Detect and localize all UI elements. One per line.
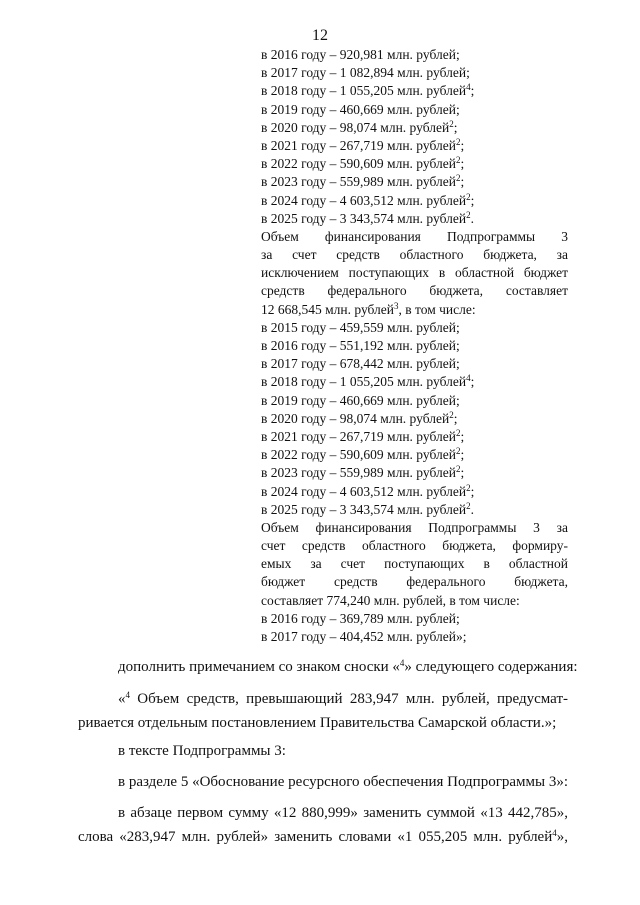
amount-punctuation: ; bbox=[470, 192, 475, 208]
total-amount: 12 668,545 млн. рублей bbox=[261, 301, 395, 317]
amount-text: в 2016 году – 369,789 млн. рублей; bbox=[261, 610, 460, 626]
year-amount-line bbox=[261, 501, 568, 519]
amount-text: в 2022 году – 590,609 млн. рублей bbox=[261, 156, 456, 172]
footnote-mark: 4 bbox=[399, 658, 405, 668]
footnote-mark: 4 bbox=[466, 82, 471, 93]
year-amount-line bbox=[261, 210, 568, 228]
amount-punctuation: ; bbox=[460, 447, 465, 463]
year-amount-line bbox=[261, 192, 568, 210]
amount-text: в 2018 году – 1 055,205 млн. рублей bbox=[261, 374, 467, 390]
amount-text: в 2017 году – 678,442 млн. рублей; bbox=[261, 356, 460, 372]
footnote-intro-text: дополнить примечанием со знаком сноски « bbox=[118, 659, 400, 675]
replace-line-2 bbox=[78, 827, 568, 847]
year-amount-line bbox=[261, 137, 568, 155]
footnote-mark: 2 bbox=[449, 409, 454, 420]
paragraph-line: за счет средств областного бюджета, за bbox=[261, 247, 568, 263]
year-amount-line bbox=[261, 173, 568, 191]
replace-text: слова «283,947 млн. рублей» заменить словами «1 055,205 млн. рублей bbox=[78, 829, 553, 845]
amount-text: в 2016 году – 920,981 млн. рублей; bbox=[261, 47, 460, 62]
amount-text: в 2019 году – 460,669 млн. рублей; bbox=[261, 101, 460, 117]
year-amount-line bbox=[261, 428, 568, 446]
amount-punctuation: ; bbox=[460, 156, 465, 172]
amount-text: в 2024 году – 4 603,512 млн. рублей bbox=[261, 192, 467, 208]
year-amount-line bbox=[261, 446, 568, 464]
footnote-mark: 2 bbox=[466, 209, 471, 220]
section-heading: в разделе 5 «Обоснование ресурсного обеспечения Подпрограммы 3»: bbox=[118, 774, 568, 790]
amount-text: в 2021 году – 267,719 млн. рублей bbox=[261, 428, 456, 444]
financing-paragraph-2 bbox=[261, 519, 568, 610]
in-text-heading: в тексте Подпрограммы 3: bbox=[118, 743, 286, 759]
footnote-mark: 2 bbox=[449, 118, 454, 129]
amount-text: в 2023 году – 559,989 млн. рублей bbox=[261, 465, 456, 481]
footnote-mark: 4 bbox=[552, 828, 557, 838]
amount-text: в 2023 году – 559,989 млн. рублей bbox=[261, 174, 456, 190]
amount-punctuation: ; bbox=[460, 428, 465, 444]
amount-text: в 2024 году – 4 603,512 млн. рублей bbox=[261, 483, 467, 499]
paragraph-line: Объем финансирования Подпрограммы 3 bbox=[261, 228, 568, 244]
year-amount-line bbox=[261, 319, 568, 337]
footnote-intro-text-end: » следующего содержания: bbox=[404, 659, 578, 675]
year-amount-line bbox=[261, 483, 568, 501]
year-amount-line bbox=[261, 119, 568, 137]
amount-text: в 2018 году – 1 055,205 млн. рублей bbox=[261, 83, 467, 99]
year-amount-line bbox=[261, 101, 568, 119]
amount-punctuation: ; bbox=[470, 83, 475, 99]
year-amount-line bbox=[261, 410, 568, 428]
replace-line-1: в абзаце первом сумму «12 880,999» заменить суммой «13 442,785», bbox=[118, 805, 568, 821]
page-number: 12 bbox=[312, 27, 328, 44]
amount-text: в 2016 году – 551,192 млн. рублей; bbox=[261, 338, 460, 353]
year-amount-line bbox=[261, 46, 568, 64]
footnote-mark: 2 bbox=[455, 136, 461, 147]
paragraph-line: бюджет средств федерального бюджета, bbox=[261, 574, 568, 590]
paragraph-line: средств федерального бюджета, составляет bbox=[261, 283, 568, 299]
amount-punctuation: ; bbox=[470, 374, 475, 390]
amount-punctuation: . bbox=[470, 501, 474, 517]
footnote-intro bbox=[78, 657, 578, 677]
paragraph-line bbox=[261, 301, 568, 319]
yearly-amounts-list-1 bbox=[261, 46, 568, 228]
amount-text: в 2017 году – 404,452 млн. рублей»; bbox=[261, 629, 467, 644]
paragraph-line: емых за счет поступающих в областной bbox=[261, 556, 568, 572]
amount-text: в 2020 году – 98,074 млн. рублей bbox=[261, 119, 450, 135]
footnote-mark: 2 bbox=[466, 482, 471, 493]
year-amount-line bbox=[261, 64, 568, 82]
note-text: Объем средств, превышающий 283,947 млн. рублей, предусмат- bbox=[130, 691, 568, 707]
replace-text-end: », bbox=[556, 829, 568, 845]
amount-text: в 2025 году – 3 343,574 млн. рублей bbox=[261, 210, 467, 226]
amount-punctuation: ; bbox=[460, 137, 465, 153]
year-amount-line bbox=[261, 373, 568, 391]
financing-column bbox=[261, 46, 568, 646]
amount-text: в 2019 году – 460,669 млн. рублей; bbox=[261, 392, 460, 408]
amount-text: в 2022 году – 590,609 млн. рублей bbox=[261, 447, 456, 463]
amount-text: в 2017 году – 1 082,894 млн. рублей; bbox=[261, 65, 470, 81]
footnote-mark: 2 bbox=[455, 464, 461, 475]
footnote-mark: 2 bbox=[466, 191, 471, 202]
paragraph-line: исключением поступающих в областной бюджет bbox=[261, 265, 568, 281]
year-amount-line bbox=[261, 464, 568, 482]
year-amount-line bbox=[261, 355, 568, 373]
financing-paragraph-1 bbox=[261, 228, 568, 319]
footnote-mark: 2 bbox=[455, 155, 461, 166]
paragraph-line: счет средств областного бюджета, формиру- bbox=[261, 538, 568, 554]
footnote-mark: 2 bbox=[455, 427, 461, 438]
footnote-note-line-1 bbox=[78, 689, 568, 709]
amount-text: в 2015 году – 459,559 млн. рублей; bbox=[261, 319, 460, 335]
amount-text: в 2025 году – 3 343,574 млн. рублей bbox=[261, 501, 467, 517]
year-amount-line bbox=[261, 392, 568, 410]
footnote-mark: 3 bbox=[394, 300, 399, 311]
footnote-mark: 2 bbox=[455, 173, 461, 184]
footnote-mark: 4 bbox=[125, 690, 130, 700]
amount-punctuation: ; bbox=[453, 410, 458, 426]
yearly-amounts-list-2 bbox=[261, 319, 568, 519]
year-amount-line bbox=[261, 155, 568, 173]
amount-text: в 2020 году – 98,074 млн. рублей bbox=[261, 410, 450, 426]
year-amount-line bbox=[261, 628, 568, 646]
paragraph-line: Объем финансирования Подпрограммы 3 за bbox=[261, 519, 568, 535]
amount-punctuation: ; bbox=[470, 483, 475, 499]
footnote-mark: 2 bbox=[466, 500, 471, 511]
year-amount-line bbox=[261, 337, 568, 355]
amount-punctuation: ; bbox=[460, 465, 465, 481]
amount-text: в 2021 году – 267,719 млн. рублей bbox=[261, 137, 456, 153]
year-amount-line bbox=[261, 610, 568, 628]
amount-punctuation: ; bbox=[460, 174, 465, 190]
quote-open: « bbox=[118, 691, 126, 707]
amount-punctuation: ; bbox=[453, 119, 458, 135]
yearly-amounts-list-3 bbox=[261, 610, 568, 646]
year-amount-line bbox=[261, 82, 568, 100]
paragraph-tail: , в том числе: bbox=[398, 301, 476, 317]
footnote-mark: 2 bbox=[455, 446, 461, 457]
footnote-note-line-2: ривается отдельным постановлением Правительства Самарской области.»; bbox=[78, 715, 557, 731]
amount-punctuation: . bbox=[470, 210, 474, 226]
footnote-mark: 4 bbox=[466, 373, 471, 384]
paragraph-line: составляет 774,240 млн. рублей, в том числе: bbox=[261, 592, 520, 608]
